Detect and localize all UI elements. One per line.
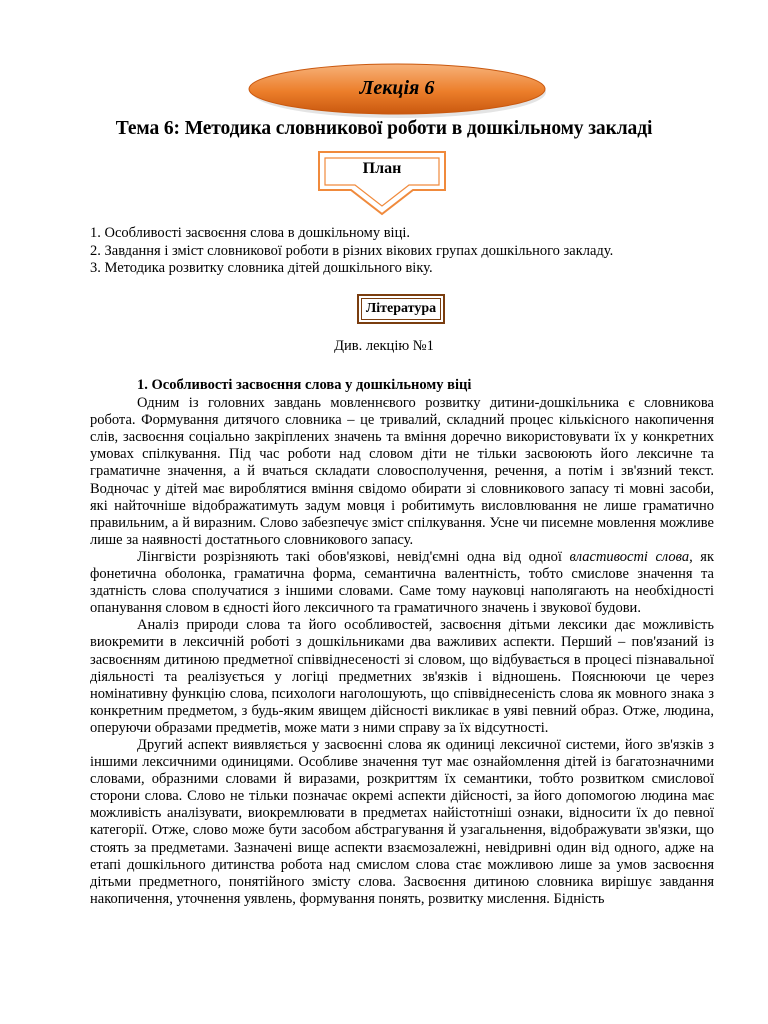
topic-title: Тема 6: Методика словникової роботи в дошкільному закладі [115, 118, 653, 139]
section-body [90, 377, 714, 908]
lecture-banner [246, 62, 548, 120]
paragraph: Лінгвісти розрізняють такі обов'язкові, невід'ємні одна від одної властивості слова, як фонетична оболонка, граматична форма, семантична валентність, тобто смислове значення та здатність слова сполучатися з іншими словами. Саме тому науковці наполягають на необхідності опанування словом в єдності його лексичного та граматичного значень і звукової будови. [90, 548, 714, 617]
literature-label: Література [361, 298, 441, 320]
paragraph: Одним із головних завдань мовленнєвого розвитку дитини-дошкільника є словникова робота. Формування дитячого словника – це тривалий, складний процес кількісного накопичення слів, засвоєння соціально закріплених значень та вміння доречно використовувати їх у конкретних умовах спілкування. Під час роботи над словом діти не тільки засвоюють його лексичне та граматичне значення, а й вчаться складати словосполучення, речення, а потім і зв'язний текст. Водночас у дітей має вироблятися вміння свідомо обирати зі словникового запасу ті мовні засоби, які найточніше відображатимуть задум мовця і робитимуть висловлювання не лише граматично правильним, а й виразним. Слово забезпечує зміст спілкування. Усне чи писемне мовлення можливе лише за наявності достатнього словникового запасу. [90, 395, 714, 548]
plan-item: 3. Методика розвитку словника дітей дошкільного віку. [90, 260, 433, 276]
lecture-label: Лекція 6 [359, 77, 435, 99]
literature-note: Див. лекцію №1 [334, 338, 434, 354]
paragraph: Другий аспект виявляється у засвоєнні слова як одиниці лексичної системи, його зв'язків з іншими лексичними одиницями. Особливе значення тут має ознайомлення дітей із багатозначними словами, образними словами й виразами, розкриттям їх семантики, тобто розвитком смислової сторони слова. Слово не тільки позначає окремі аспекти дійсності, за його допомогою людина має можливість аналізувати, виокремлювати в предметах найістотніші ознаки, відносити їх до певної категорії. Отже, слово може бути засобом абстрагування й узагальнення, відображувати зв'язки, що стоять за предметами. Зазначені вище аспекти взаємозалежні, невідривні один від одного, адже на етапі дошкільного дитинства робота над смислом слова стає можливою лише за умов засвоєння дітьми предметного, понятійного змісту слова. Засвоєння дитиною словника вирішує завдання накопичення, уточнення уявлень, формування понять, розвитку мислення. Бідність [90, 736, 714, 907]
plan-banner [317, 150, 447, 218]
section-heading: 1. Особливості засвоєння слова у дошкільному віці [137, 377, 472, 393]
paragraph: Аналіз природи слова та його особливостей, засвоєння дітьми лексики дає можливість виокремити в лексичній роботі з дошкільниками два важливих аспекти. Перший – пов'язаний із засвоєнням дитиною предметної співвіднесеності зі словом, що відбувається в процесі пізнавальної діяльності та реалізується у логіці предметних зв'язків і відношень. Пояснюючи це через номінативну функцію слова, психологи наголошують, що співвіднесеність слова як мовного знака з конкретним предметом, з будь-яким явищем дійсності викликає в уяві певний образ. Отже, людина, оперуючи образами предметів, може мати з ними справу за їх відсутності. [90, 617, 714, 736]
plan-item: 1. Особливості засвоєння слова в дошкільному віці. [90, 225, 410, 241]
literature-box [357, 294, 445, 324]
plan-list [90, 225, 690, 278]
plan-item: 2. Завдання і зміст словникової роботи в різних вікових групах дошкільного закладу. [90, 242, 614, 259]
emphasis-text: властивості слова, [569, 548, 693, 565]
plan-label: План [362, 160, 402, 177]
